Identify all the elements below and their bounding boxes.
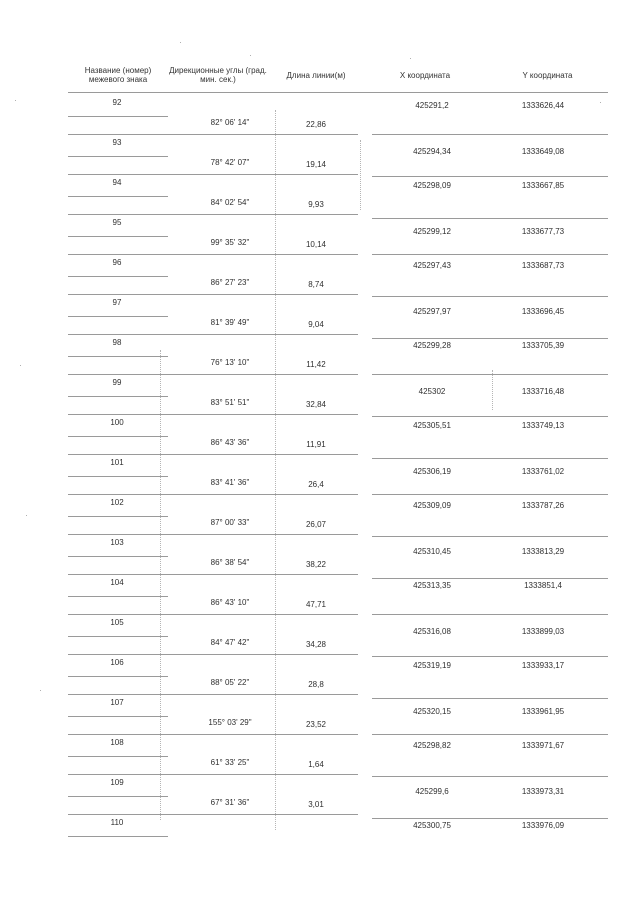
scan-speck xyxy=(40,690,41,691)
segment-length: 32,84 xyxy=(305,400,327,409)
row-divider xyxy=(68,316,168,317)
point-name: 95 xyxy=(112,218,122,227)
point-y-coordinate: 1333749,13 xyxy=(521,421,565,430)
point-name: 99 xyxy=(112,378,122,387)
point-y-coordinate: 1333933,17 xyxy=(521,661,565,670)
row-divider xyxy=(68,116,168,117)
row-divider xyxy=(68,454,358,455)
point-name: 103 xyxy=(110,538,124,547)
row-divider xyxy=(68,694,358,695)
segment-length: 22,86 xyxy=(305,120,327,129)
point-x-coordinate: 425298,82 xyxy=(413,741,451,750)
scan-speck xyxy=(180,42,181,43)
segment-direction-angle: 61° 33' 25" xyxy=(210,758,250,767)
point-x-coordinate: 425294,34 xyxy=(413,147,451,156)
row-divider xyxy=(68,494,358,495)
point-name: 94 xyxy=(112,178,122,187)
row-divider xyxy=(68,574,358,575)
point-name: 106 xyxy=(110,658,124,667)
row-divider xyxy=(68,614,358,615)
segment-direction-angle: 67° 31' 36" xyxy=(210,798,250,807)
segment-direction-angle: 86° 38' 54" xyxy=(210,558,250,567)
segment-direction-angle: 99° 35' 32" xyxy=(210,238,250,247)
point-name: 92 xyxy=(112,98,122,107)
row-divider xyxy=(68,654,358,655)
segment-direction-angle: 81° 39' 49" xyxy=(210,318,250,327)
segment-length: 26,4 xyxy=(308,480,324,489)
point-x-coordinate: 425299,6 xyxy=(415,787,449,796)
point-name: 107 xyxy=(110,698,124,707)
row-divider xyxy=(372,818,608,819)
row-divider xyxy=(372,218,608,219)
row-divider xyxy=(68,196,168,197)
segment-length: 3,01 xyxy=(308,800,324,809)
segment-length: 19,14 xyxy=(305,160,327,169)
row-divider xyxy=(68,774,358,775)
row-divider xyxy=(68,556,168,557)
segment-direction-angle: 86° 43' 10" xyxy=(210,598,250,607)
point-y-coordinate: 1333976,09 xyxy=(521,821,565,830)
point-x-coordinate: 425309,09 xyxy=(413,501,451,510)
row-divider xyxy=(68,294,358,295)
point-x-coordinate: 425302 xyxy=(418,387,446,396)
point-name: 108 xyxy=(110,738,124,747)
header-length-column: Длина линии(м) xyxy=(286,71,346,80)
segment-length: 1,64 xyxy=(308,760,324,769)
point-y-coordinate: 1333971,67 xyxy=(521,741,565,750)
row-divider xyxy=(68,734,358,735)
point-name: 109 xyxy=(110,778,124,787)
row-divider xyxy=(372,494,608,495)
row-divider xyxy=(68,596,168,597)
segment-length: 10,14 xyxy=(305,240,327,249)
segment-direction-angle: 82° 06' 14" xyxy=(210,118,250,127)
point-x-coordinate: 425299,28 xyxy=(413,341,451,350)
row-divider xyxy=(68,476,168,477)
point-y-coordinate: 1333787,26 xyxy=(521,501,565,510)
point-y-coordinate: 1333705,39 xyxy=(521,341,565,350)
row-divider xyxy=(372,338,608,339)
row-divider xyxy=(68,796,168,797)
point-x-coordinate: 425297,43 xyxy=(413,261,451,270)
row-divider xyxy=(68,636,168,637)
row-divider xyxy=(68,92,608,93)
header-angle-column: Дирекционные углы (град. мин. сек.) xyxy=(169,66,267,84)
point-x-coordinate: 425298,09 xyxy=(413,181,451,190)
row-divider xyxy=(372,776,608,777)
point-y-coordinate: 1333626,44 xyxy=(521,101,565,110)
segment-direction-angle: 78° 42' 07" xyxy=(210,158,250,167)
point-name: 96 xyxy=(112,258,122,267)
point-y-coordinate: 1333667,85 xyxy=(521,181,565,190)
row-divider xyxy=(372,296,608,297)
point-y-coordinate: 1333696,45 xyxy=(521,307,565,316)
row-divider xyxy=(68,356,168,357)
row-divider xyxy=(68,814,358,815)
point-x-coordinate: 425300,75 xyxy=(413,821,451,830)
point-name: 105 xyxy=(110,618,124,627)
scan-speck xyxy=(15,100,16,101)
point-x-coordinate: 425297,97 xyxy=(413,307,451,316)
point-y-coordinate: 1333761,02 xyxy=(521,467,565,476)
segment-direction-angle: 84° 02' 54" xyxy=(210,198,250,207)
point-y-coordinate: 1333649,08 xyxy=(521,147,565,156)
segment-direction-angle: 76° 13' 10" xyxy=(210,358,250,367)
segment-direction-angle: 83° 51' 51" xyxy=(210,398,250,407)
row-divider xyxy=(68,716,168,717)
row-divider xyxy=(372,536,608,537)
row-divider xyxy=(372,176,608,177)
point-name: 101 xyxy=(110,458,124,467)
point-name: 98 xyxy=(112,338,122,347)
row-divider xyxy=(68,414,358,415)
point-x-coordinate: 425299,12 xyxy=(413,227,451,236)
row-divider xyxy=(68,254,358,255)
column-guide xyxy=(492,370,493,410)
segment-length: 8,74 xyxy=(308,280,324,289)
point-y-coordinate: 1333973,31 xyxy=(521,787,565,796)
segment-direction-angle: 83° 41' 36" xyxy=(210,478,250,487)
point-x-coordinate: 425305,51 xyxy=(413,421,451,430)
row-divider xyxy=(372,254,608,255)
scan-speck xyxy=(26,515,27,516)
point-y-coordinate: 1333687,73 xyxy=(521,261,565,270)
segment-length: 38,22 xyxy=(305,560,327,569)
row-divider xyxy=(372,734,608,735)
point-x-coordinate: 425319,19 xyxy=(413,661,451,670)
row-divider xyxy=(372,614,608,615)
segment-direction-angle: 87° 00' 33" xyxy=(210,518,250,527)
row-divider xyxy=(372,374,608,375)
segment-length: 11,42 xyxy=(306,360,326,369)
column-guide xyxy=(160,350,161,820)
row-divider xyxy=(372,698,608,699)
row-divider xyxy=(68,134,358,135)
row-divider xyxy=(68,174,358,175)
row-divider xyxy=(68,276,168,277)
point-name: 100 xyxy=(110,418,124,427)
segment-direction-angle: 86° 27' 23" xyxy=(210,278,250,287)
point-name: 110 xyxy=(110,818,124,827)
point-x-coordinate: 425316,08 xyxy=(413,627,451,636)
segment-length: 47,71 xyxy=(305,600,327,609)
segment-length: 9,93 xyxy=(308,200,324,209)
segment-direction-angle: 88° 05' 22" xyxy=(210,678,250,687)
segment-direction-angle: 155° 03' 29" xyxy=(208,718,252,727)
point-name: 102 xyxy=(110,498,124,507)
segment-length: 9,04 xyxy=(308,320,324,329)
point-y-coordinate: 1333716,48 xyxy=(521,387,565,396)
row-divider xyxy=(68,676,168,677)
row-divider xyxy=(372,458,608,459)
point-y-coordinate: 1333813,29 xyxy=(521,547,565,556)
row-divider xyxy=(68,516,168,517)
row-divider xyxy=(372,578,608,579)
scan-speck xyxy=(20,365,21,366)
segment-length: 28,8 xyxy=(308,680,324,689)
scan-speck xyxy=(250,55,251,56)
scan-speck xyxy=(600,102,601,103)
scan-speck xyxy=(410,58,411,59)
segment-length: 26,07 xyxy=(305,520,327,529)
point-name: 97 xyxy=(112,298,122,307)
point-x-coordinate: 425320,15 xyxy=(413,707,451,716)
row-divider xyxy=(68,756,168,757)
point-x-coordinate: 425291,2 xyxy=(415,101,449,110)
header-name-column: Название (номер) межевого знака xyxy=(84,66,152,84)
column-guide xyxy=(275,110,276,830)
row-divider xyxy=(68,534,358,535)
point-x-coordinate: 425310,45 xyxy=(413,547,451,556)
segment-direction-angle: 86° 43' 36" xyxy=(210,438,250,447)
row-divider xyxy=(68,236,168,237)
row-divider xyxy=(68,836,168,837)
row-divider xyxy=(372,134,608,135)
row-divider xyxy=(372,416,608,417)
row-divider xyxy=(68,214,358,215)
row-divider xyxy=(68,334,358,335)
row-divider xyxy=(68,156,168,157)
row-divider xyxy=(68,396,168,397)
point-name: 93 xyxy=(112,138,122,147)
segment-length: 11,91 xyxy=(306,440,326,449)
row-divider xyxy=(68,436,168,437)
segment-length: 34,28 xyxy=(305,640,327,649)
point-x-coordinate: 425306,19 xyxy=(413,467,451,476)
point-y-coordinate: 1333899,03 xyxy=(521,627,565,636)
point-y-coordinate: 1333677,73 xyxy=(521,227,565,236)
header-x-column: X координата xyxy=(399,71,451,80)
point-y-coordinate: 1333851,4 xyxy=(524,581,562,590)
row-divider xyxy=(372,656,608,657)
segment-direction-angle: 84° 47' 42" xyxy=(210,638,250,647)
header-y-column: Y координата xyxy=(522,71,573,80)
point-x-coordinate: 425313,35 xyxy=(413,581,451,590)
column-guide xyxy=(360,140,361,210)
point-name: 104 xyxy=(110,578,124,587)
segment-length: 23,52 xyxy=(305,720,327,729)
point-y-coordinate: 1333961,95 xyxy=(521,707,565,716)
row-divider xyxy=(68,374,358,375)
